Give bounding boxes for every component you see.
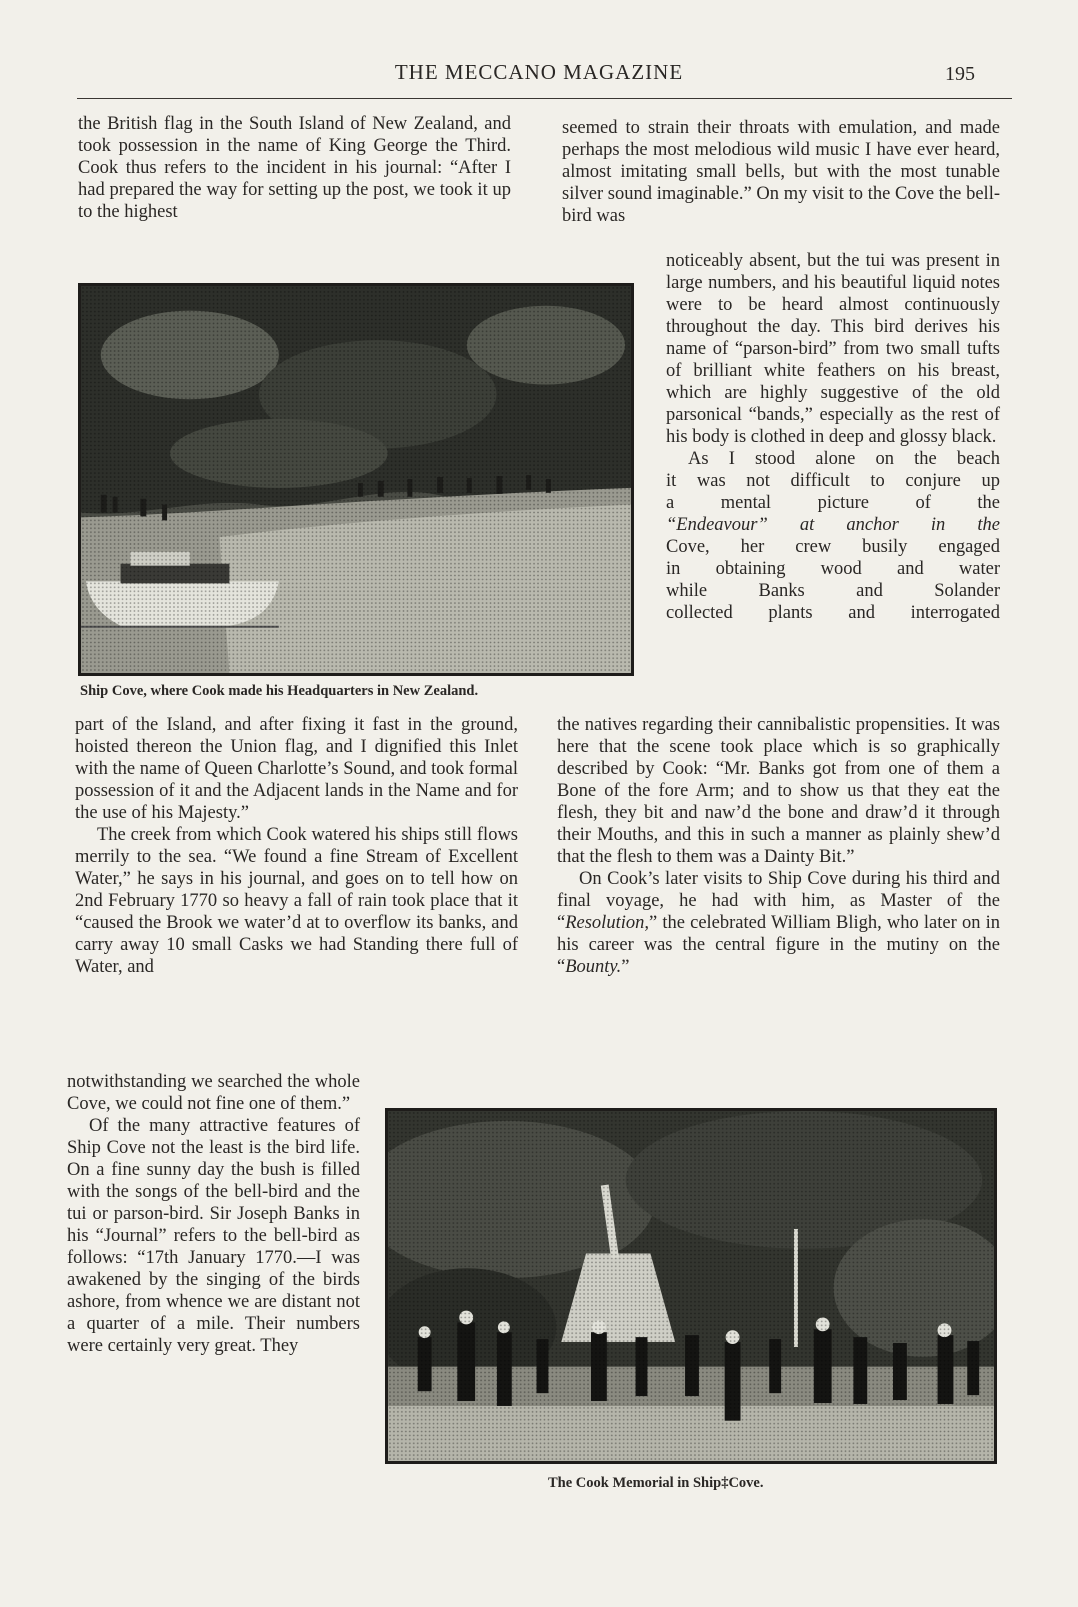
bligh-paragraph: [557, 868, 1000, 978]
page-number: 195: [945, 63, 975, 85]
left-column-bottom: [67, 1071, 360, 1357]
bligh-text-middle: ” the celebrated William Bligh, who later on in his career was the central figure in the mutiny on the “: [557, 913, 1000, 977]
bligh-text-end: ”: [621, 957, 630, 977]
left-top-paragraph: the British flag in the South Island of New Zealand, and took possession in the name of King George the Third. Cook thus refers to the incident in his journal: “After I had prepared the way for setting up the post, we took it up to the highest: [78, 114, 511, 222]
possession-paragraph: part of the Island, and after fixing it fast in the ground, hoisted thereon the Union flag, and I dignified this Inlet with the name of Queen Charlotte’s Sound, and took formal possession of it and the Adjacent lands in the Name and for the use of his Majesty.”: [75, 715, 518, 823]
beach-line: Cove, her crew busily engaged: [666, 537, 1000, 557]
beach-line: it was not difficult to conjure up: [666, 471, 1000, 491]
beach-line: “Endeavour” at anchor in the: [666, 515, 1000, 535]
beach-line: in obtaining wood and water: [666, 559, 1000, 579]
ship-cove-caption: Ship Cove, where Cook made his Headquarters in New Zealand.: [80, 683, 479, 699]
beach-paragraph: [666, 448, 1000, 624]
beach-line: a mental picture of the: [666, 493, 1000, 513]
memorial-caption: The Cook Memorial in Ship‡Cove.: [548, 1475, 764, 1491]
right-column-top: [562, 117, 1000, 227]
right-column-bottom: [557, 714, 1000, 978]
bird-life-paragraph: Of the many attractive features of Ship Cove not the least is the bird life. On a fine sunny day the bush is filled with the songs of the bell-bird and the tui or parson-bird. Sir Joseph Banks in his “Journal” refers to the bell-bird as follows: “17th January 1770.—I was awakened by the singing of the birds ashore, from whence we are distant not a quarter of a mile. Their numbers were certainly very great. They: [67, 1116, 360, 1356]
left-column-middle: [75, 714, 518, 978]
beach-line: collected plants and interrogated: [666, 603, 1000, 623]
cook-memorial-photo: [385, 1108, 997, 1464]
right-top-paragraph: seemed to strain their throats with emulation, and made perhaps the most melodious wild music I have ever heard, almost imitating small bells, but with the most tunable silver sound imaginable.” On my visit to the Cove the bell-bird was: [562, 118, 1000, 226]
left-column-top: [78, 113, 511, 223]
tui-paragraph: noticeably absent, but the tui was present in large numbers, and his beautiful liquid notes were to be heard almost continuously throughout the day. This bird derives his name of “parson-bird” from two small tufts of brilliant white feathers on his breast, which are highly suggestive of the old parsonical “bands,” especially as the rest of his body is clothed in deep and glossy black.: [666, 251, 1000, 447]
creek-paragraph: The creek from which Cook watered his ships still flows merrily to the sea. “We found a fine Stream of Excellent Water,” he says in his journal, and goes on to tell how on 2nd February 1770 so heavy a fall of rain took place that it “caused the Brook we water’d at to overflow its banks, and carry away 10 small Casks we had Standing there full of Water, and: [75, 825, 518, 977]
bligh-text-start: On Cook’s later visits to Ship Cove during his third and final voyage, he had with him, as Master of the “: [557, 869, 1000, 933]
beach-line: while Banks and Solander: [666, 581, 1000, 601]
right-column-wrap: [666, 250, 1000, 624]
running-header: THE MECCANO MAGAZINE: [394, 60, 684, 84]
cannibal-paragraph: the natives regarding their cannibalistic propensities. It was here that the scene took place which is so graphically described by Cook: “Mr. Banks got from one of them a Bone of the fore Arm; and to show us that they eat the flesh, they bit and naw’d the bone and draw’d it through their Mouths, and this in such a manner as plainly shew’d that the flesh to them was a Dainty Bit.”: [557, 715, 1000, 867]
header-rule: [77, 98, 1012, 99]
beach-line: As I stood alone on the beach: [688, 449, 1000, 469]
notwithstanding-paragraph: notwithstanding we searched the whole Cove, we could not fine one of them.”: [67, 1072, 360, 1114]
ship-cove-photo: [78, 283, 634, 676]
bounty-ship-name: Bounty.: [565, 957, 622, 977]
resolution-ship-name: Resolution,: [565, 913, 649, 933]
